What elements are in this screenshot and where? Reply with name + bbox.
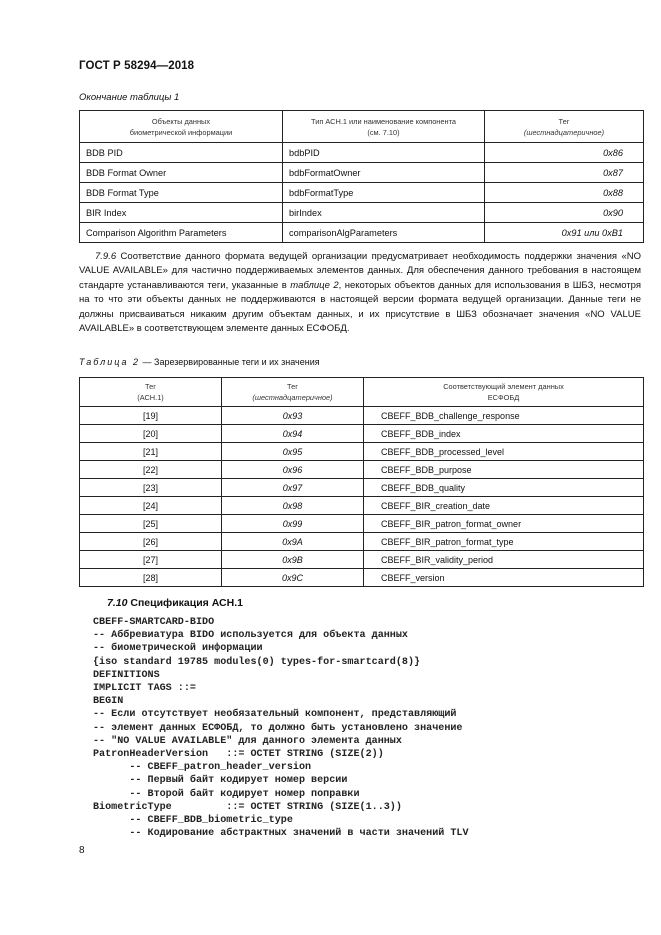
header-line: Соответствующий элемент данных xyxy=(443,382,564,391)
cell-type: birIndex xyxy=(283,203,485,223)
table-row xyxy=(80,461,644,479)
table2-header-element xyxy=(364,378,644,407)
header-line: (шестнадцатеричное) xyxy=(252,393,333,402)
table-1 xyxy=(79,110,644,243)
cell-hex-tag: 0x9C xyxy=(222,569,364,587)
table2-header-row xyxy=(80,378,644,407)
code-line: -- CBEFF_patron_header_version xyxy=(93,762,312,774)
cell-element: CBEFF_version xyxy=(364,569,644,587)
cell-type: bdbFormatType xyxy=(283,183,485,203)
code-line: BiometricType ::= OCTET STRING (SIZE(1..3)) xyxy=(93,801,402,813)
cell-element: CBEFF_BDB_index xyxy=(364,425,644,443)
cell-asn-tag: [23] xyxy=(80,479,222,497)
header-line: Тег xyxy=(145,382,156,391)
cell-tag: 0x88 xyxy=(485,183,644,203)
table-row xyxy=(80,443,644,461)
cell-hex-tag: 0x9A xyxy=(222,533,364,551)
table2-header-asn xyxy=(80,378,222,407)
table1-header-row xyxy=(80,111,644,143)
section-number: 7.10 xyxy=(107,597,128,609)
code-line: -- "NO VALUE AVAILABLE" для данного элемента данных xyxy=(93,735,402,747)
cell-type: bdbFormatOwner xyxy=(283,163,485,183)
cell-asn-tag: [21] xyxy=(80,443,222,461)
table2-reference: таблице 2 xyxy=(290,279,339,291)
table1-header-objects xyxy=(80,111,283,143)
paragraph-text-2: , некоторых объектов данных для использования в ШБЗ, несмотря на то что эти объекты данных не поддерживаются в настоящей версии формата ведущей организации. Данные теги не должны присваиваться никаким другим объектам данных, и их присутствие в ШБЗ обозначает значения «NO VALUE AVAILABLE» в соответствующем элементе данных ЕСФОБД. xyxy=(79,279,641,335)
cell-asn-tag: [24] xyxy=(80,497,222,515)
cell-type: comparisonAlgParameters xyxy=(283,223,485,243)
cell-hex-tag: 0x94 xyxy=(222,425,364,443)
section-heading xyxy=(107,597,243,609)
table2-header-hex xyxy=(222,378,364,407)
code-line: CBEFF-SMARTCARD-BIDO xyxy=(93,617,215,628)
header-line: (см. 7.10) xyxy=(367,127,400,137)
table-row xyxy=(80,407,644,425)
table-row xyxy=(80,203,644,223)
table-2 xyxy=(79,377,644,587)
cell-tag: 0x86 xyxy=(485,143,644,163)
code-line: -- элемент данных ЕСФОБД, то должно быть установлено значение xyxy=(93,722,463,734)
code-line: -- Аббревиатура BIDO используется для объекта данных xyxy=(93,630,408,642)
code-line: DEFINITIONS xyxy=(93,669,160,681)
header-line: (АСН.1) xyxy=(137,393,164,402)
cell-object: BDB PID xyxy=(80,143,283,163)
header-line: Тип АСН.1 или наименование компонента xyxy=(311,116,456,126)
code-line: -- CBEFF_BDB_biometric_type xyxy=(93,815,293,827)
code-line: -- Первый байт кодирует номер версии xyxy=(93,775,348,787)
table-row xyxy=(80,479,644,497)
page-header: ГОСТ Р 58294—2018 xyxy=(79,60,195,72)
cell-hex-tag: 0x97 xyxy=(222,479,364,497)
code-line: -- Второй байт кодирует номер поправки xyxy=(93,788,360,800)
body-paragraph xyxy=(79,250,641,336)
table1-header-tag xyxy=(485,111,644,143)
header-line: Тег xyxy=(558,116,570,126)
cell-element: CBEFF_BDB_challenge_response xyxy=(364,407,644,425)
cell-asn-tag: [28] xyxy=(80,569,222,587)
cell-asn-tag: [26] xyxy=(80,533,222,551)
cell-object: BDB Format Type xyxy=(80,183,283,203)
asn1-code-block xyxy=(93,616,469,840)
code-line: -- Если отсутствует необязательный компонент, представляющий xyxy=(93,709,457,721)
page-number: 8 xyxy=(79,845,85,856)
cell-element: CBEFF_BIR_patron_format_owner xyxy=(364,515,644,533)
code-line: BEGIN xyxy=(93,696,124,708)
table2-caption xyxy=(79,357,320,367)
header-line: Объекты данных xyxy=(151,116,211,126)
cell-object: BIR Index xyxy=(80,203,283,223)
table-row xyxy=(80,143,644,163)
code-line: -- биометрической информации xyxy=(93,643,263,655)
table-row xyxy=(80,223,644,243)
cell-element: CBEFF_BDB_processed_level xyxy=(364,443,644,461)
cell-tag: 0x87 xyxy=(485,163,644,183)
cell-asn-tag: [19] xyxy=(80,407,222,425)
header-line: Тег xyxy=(287,382,298,391)
cell-element: CBEFF_BIR_creation_date xyxy=(364,497,644,515)
cell-element: CBEFF_BDB_purpose xyxy=(364,461,644,479)
cell-hex-tag: 0x99 xyxy=(222,515,364,533)
table-row xyxy=(80,515,644,533)
table-row xyxy=(80,425,644,443)
cell-tag: 0x90 xyxy=(485,203,644,223)
cell-type: bdbPID xyxy=(283,143,485,163)
cell-element: CBEFF_BIR_validity_period xyxy=(364,551,644,569)
cell-hex-tag: 0x98 xyxy=(222,497,364,515)
cell-element: CBEFF_BIR_patron_format_type xyxy=(364,533,644,551)
table-row xyxy=(80,497,644,515)
cell-hex-tag: 0x95 xyxy=(222,443,364,461)
table1-caption: Окончание таблицы 1 xyxy=(79,92,180,103)
paragraph-number: 7.9.6 xyxy=(95,251,117,262)
table-row xyxy=(80,183,644,203)
table2-caption-label: Таблица 2 xyxy=(79,357,141,367)
code-line: PatronHeaderVersion ::= OCTET STRING (SIZE(2)) xyxy=(93,749,384,761)
code-line: IMPLICIT TAGS ::= xyxy=(93,683,196,695)
cell-hex-tag: 0x93 xyxy=(222,407,364,425)
cell-asn-tag: [20] xyxy=(80,425,222,443)
table-row xyxy=(80,551,644,569)
table-row xyxy=(80,163,644,183)
paragraph-text-1: Соответствие данного формата ведущей организации предусматривает необходимость поддержки значения «NO VALUE AVAILABLE» для частично поддерживаемых элементов данных. Для обеспечения данного требования в настоящем стандарте устанавливаются теги, указанные в xyxy=(79,251,641,291)
code-line: {iso standard 19785 modules(0) types-for-smartcard(8)} xyxy=(93,656,421,668)
header-line: биометрической информации xyxy=(129,127,233,137)
table-row xyxy=(80,533,644,551)
cell-hex-tag: 0x96 xyxy=(222,461,364,479)
code-line: -- Кодирование абстрактных значений в части значений TLV xyxy=(93,828,469,840)
cell-object: Comparison Algorithm Parameters xyxy=(80,223,283,243)
cell-asn-tag: [27] xyxy=(80,551,222,569)
table2-caption-text: — Зарезервированные теги и их значения xyxy=(140,357,320,367)
cell-asn-tag: [22] xyxy=(80,461,222,479)
cell-tag: 0x91 или 0xB1 xyxy=(485,223,644,243)
section-title: Спецификация АСН.1 xyxy=(127,597,243,609)
table-row xyxy=(80,569,644,587)
header-line: (шестнадцатеричное) xyxy=(523,127,605,137)
header-line: ЕСФОБД xyxy=(487,393,520,402)
cell-asn-tag: [25] xyxy=(80,515,222,533)
cell-element: CBEFF_BDB_quality xyxy=(364,479,644,497)
table1-header-type xyxy=(283,111,485,143)
cell-hex-tag: 0x9B xyxy=(222,551,364,569)
cell-object: BDB Format Owner xyxy=(80,163,283,183)
